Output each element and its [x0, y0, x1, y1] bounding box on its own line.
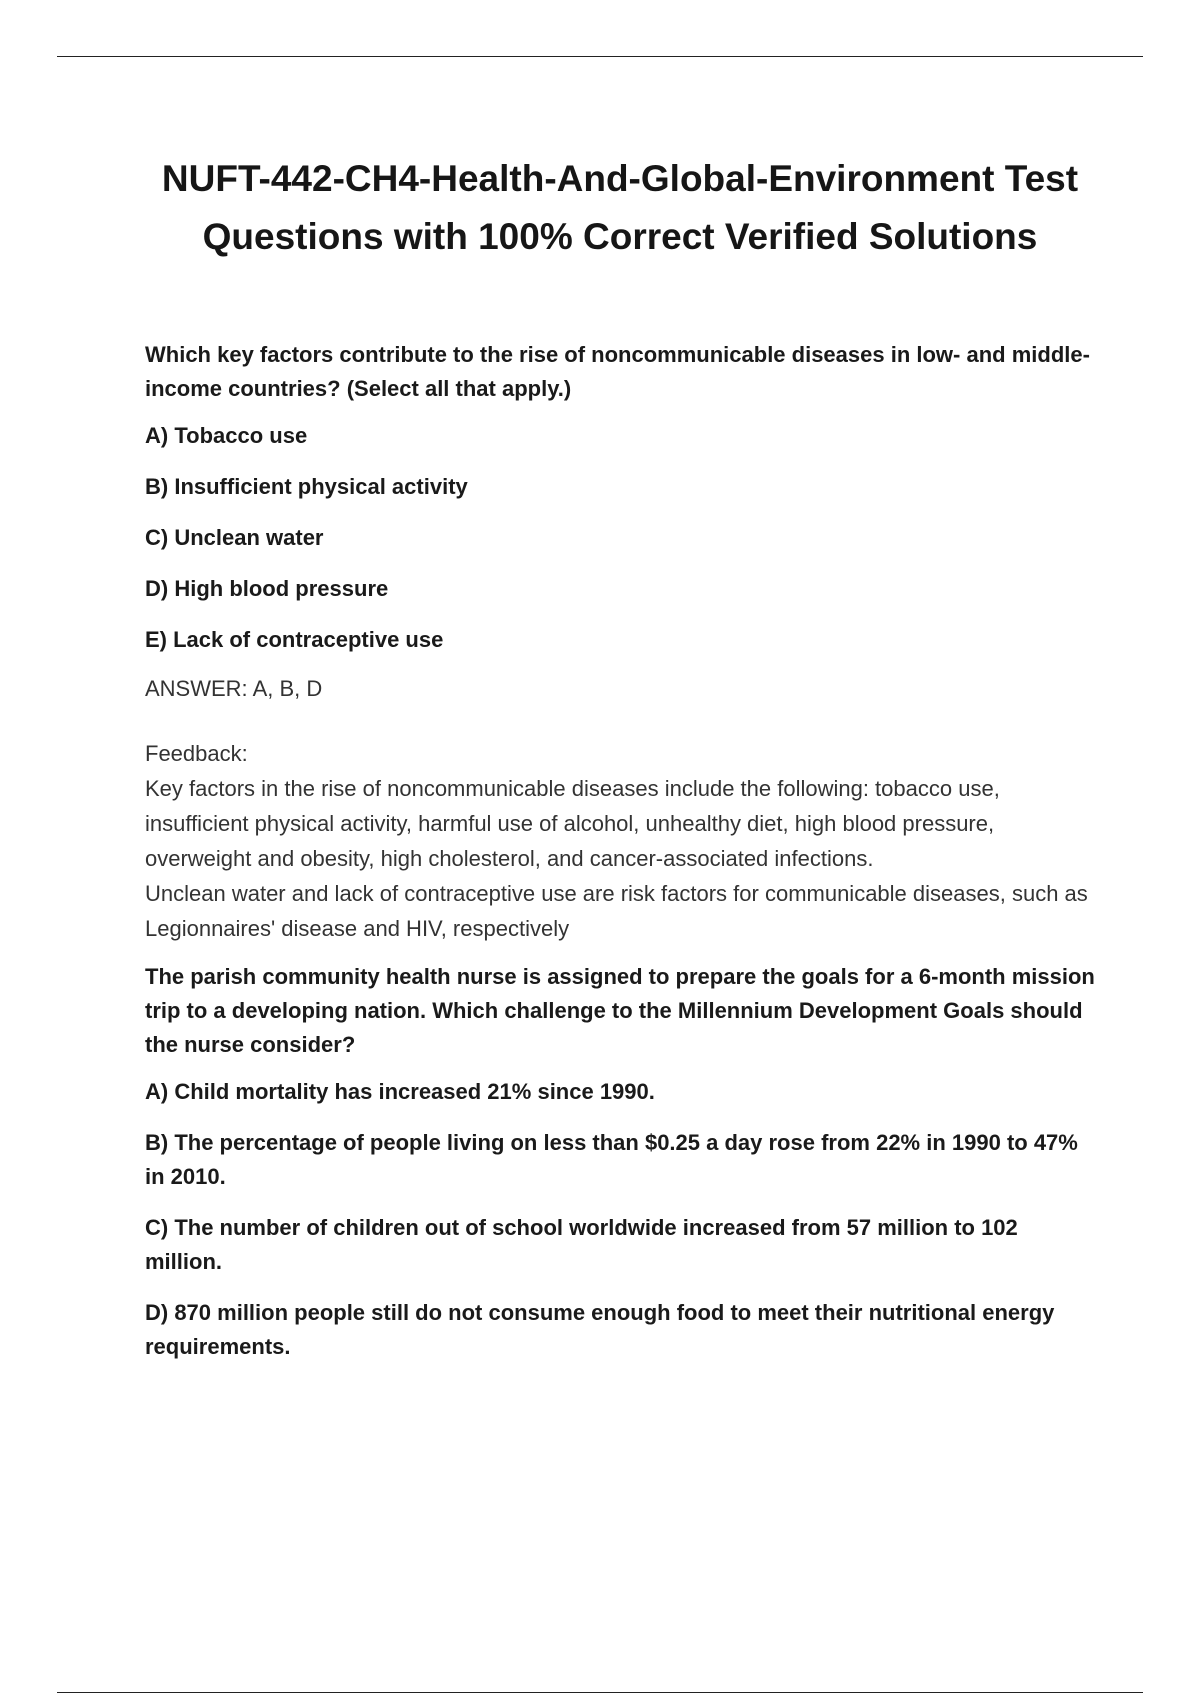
option-c: C) The number of children out of school worldwide increased from 57 million to 102 million. — [145, 1215, 1018, 1274]
answer-options — [145, 419, 1095, 657]
option-a: A) Child mortality has increased 21% since 1990. — [145, 1079, 655, 1104]
top-divider — [57, 56, 1143, 57]
bottom-divider — [57, 1692, 1143, 1693]
answer-key: ANSWER: A, B, D — [145, 676, 323, 701]
question-2 — [145, 960, 1095, 1364]
answer-options — [145, 1075, 1095, 1364]
option-a: A) Tobacco use — [145, 423, 308, 448]
option-d: D) High blood pressure — [145, 576, 389, 601]
question-stem: Which key factors contribute to the rise of noncommunicable diseases in low- and middle-income countries? (Select all that apply.) — [145, 342, 1090, 401]
feedback-paragraph: Unclean water and lack of contraceptive use are risk factors for communicable diseases, such as Legionnaires' disease and HIV, respectively — [145, 881, 1088, 941]
feedback-label: Feedback: — [145, 741, 248, 766]
option-b: B) Insufficient physical activity — [145, 474, 468, 499]
option-c: C) Unclean water — [145, 525, 324, 550]
question-1 — [145, 338, 1095, 946]
question-stem: The parish community health nurse is assigned to prepare the goals for a 6-month mission trip to a developing nation. Which challenge to the Millennium Development Goals should the nurse consider? — [145, 964, 1095, 1057]
document-body — [145, 338, 1095, 1381]
feedback-paragraph: Key factors in the rise of noncommunicable diseases include the following: tobacco use, insufficient physical activity, harmful use of alcohol, unhealthy diet, high blood pressure, overweight and obesity, high cholesterol, and cancer-associated infections. — [145, 776, 1000, 871]
feedback-block — [145, 736, 1095, 946]
option-e: E) Lack of contraceptive use — [145, 627, 444, 652]
page-title: NUFT-442-CH4-Health-And-Global-Environment Test Questions with 100% Correct Verified Solutions — [161, 158, 1079, 257]
option-d: D) 870 million people still do not consume enough food to meet their nutritional energy requirements. — [145, 1300, 1055, 1359]
option-b: B) The percentage of people living on less than $0.25 a day rose from 22% in 1990 to 47% in 2010. — [145, 1130, 1078, 1189]
